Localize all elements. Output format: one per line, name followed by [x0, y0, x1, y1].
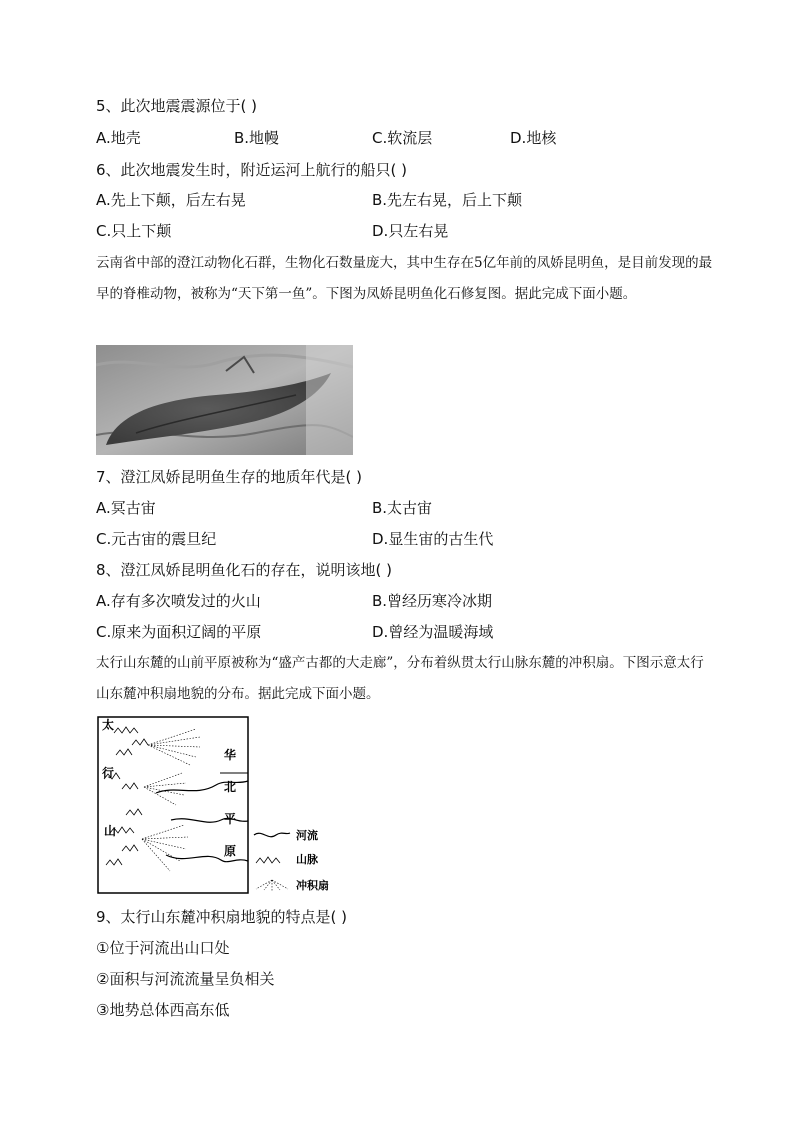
- q7-option-c[interactable]: C.元古宙的震旦纪: [96, 530, 217, 548]
- q8-option-c[interactable]: C.原来为面积辽阔的平原: [96, 623, 262, 641]
- mountain-legend-icon: [256, 857, 280, 863]
- map-legend: [254, 828, 329, 892]
- alluvial-fan-map: [96, 715, 336, 895]
- q8-option-a[interactable]: A.存有多次喷发过的火山: [96, 592, 261, 610]
- q5-option-d[interactable]: D.地核: [510, 129, 557, 147]
- question-6-stem: 6、此次地震发生时，附近运河上航行的船只( ): [96, 161, 408, 179]
- q6-option-a[interactable]: A.先上下颠，后左右晃: [96, 191, 246, 209]
- legend-alluvial-fan: 冲积扇: [296, 879, 329, 892]
- q9-statement-3: ③地势总体西高东低: [96, 1001, 230, 1019]
- passage-fossil: 云南省中部的澄江动物化石群，生物化石数量庞大，其中生存在5亿年前的凤娇昆明鱼，是目前发现的最早的脊椎动物，被称为“天下第一鱼”。下图为凤娇昆明鱼化石修复图。据此完成下面小题。: [96, 255, 713, 302]
- q8-option-d[interactable]: D.曾经为温暖海域: [372, 623, 494, 641]
- q9-statement-1: ①位于河流出山口处: [96, 939, 230, 957]
- question-9-stem: 9、太行山东麓冲积扇地貌的特点是( ): [96, 908, 348, 926]
- map-label-bei: 北: [224, 780, 237, 794]
- map-label-tai: 太: [102, 718, 115, 732]
- q5-option-a[interactable]: A.地壳: [96, 129, 141, 147]
- q7-option-a[interactable]: A.冥古宙: [96, 499, 156, 517]
- question-5-stem: 5、此次地震震源位于( ): [96, 97, 258, 115]
- question-7-stem: 7、澄江凤娇昆明鱼生存的地质年代是( ): [96, 468, 363, 486]
- river-legend-icon: [254, 833, 290, 837]
- q5-option-c[interactable]: C.软流层: [372, 129, 433, 147]
- map-label-hua: 华: [224, 748, 237, 762]
- q7-option-d[interactable]: D.显生宙的古生代: [372, 530, 494, 548]
- q6-option-b[interactable]: B.先左右晃，后上下颠: [372, 191, 523, 209]
- q8-option-b[interactable]: B.曾经历寒冷冰期: [372, 592, 493, 610]
- passage-alluvial-fan: 太行山东麓的山前平原被称为“盛产古都的大走廊”，分布着纵贯太行山脉东麓的冲积扇。下图示意太行山东麓冲积扇地貌的分布。据此完成下面小题。: [96, 655, 704, 702]
- q6-option-c[interactable]: C.只上下颠: [96, 222, 172, 240]
- q7-option-b[interactable]: B.太古宙: [372, 499, 433, 517]
- q5-option-b[interactable]: B.地幔: [234, 129, 280, 147]
- map-label-hang: 行: [102, 766, 115, 780]
- legend-mountain: 山脉: [296, 853, 318, 866]
- map-label-ping: 平: [224, 812, 237, 826]
- q6-option-d[interactable]: D.只左右晃: [372, 222, 449, 240]
- q9-statement-2: ②面积与河流流量呈负相关: [96, 970, 275, 988]
- fan-legend-icon: [256, 880, 288, 891]
- question-8-stem: 8、澄江凤娇昆明鱼化石的存在，说明该地( ): [96, 561, 393, 579]
- map-label-shan: 山: [104, 824, 117, 838]
- fossil-image: [96, 345, 353, 455]
- map-label-yuan: 原: [224, 844, 237, 858]
- legend-river: 河流: [296, 829, 318, 842]
